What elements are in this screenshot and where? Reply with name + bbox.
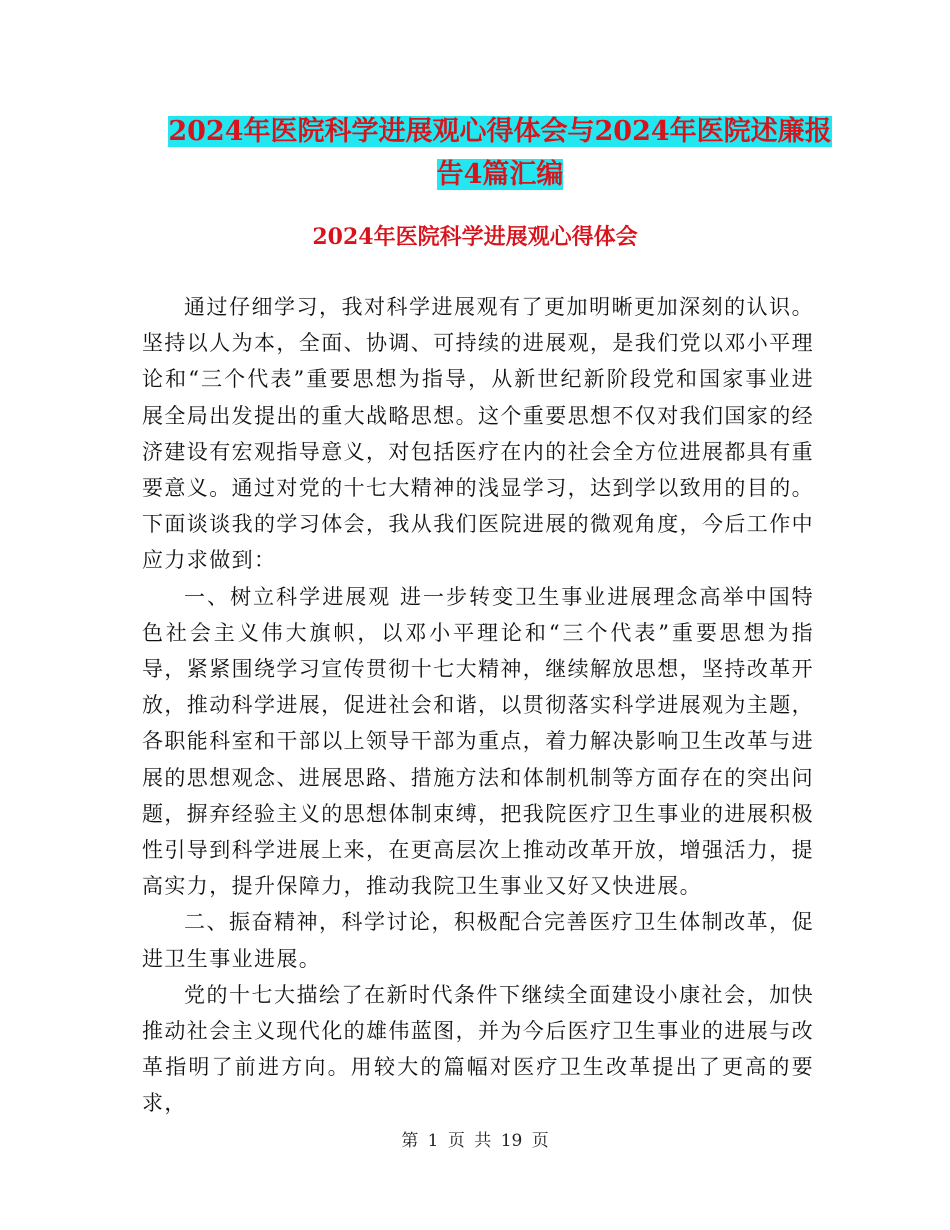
page-number-footer: 第 1 页 共 19 页 — [401, 1131, 549, 1151]
section-title: 2024年医院科学进展观心得体会 — [312, 224, 638, 250]
body-text — [142, 289, 814, 1122]
paragraph: 一、树立科学进展观 进一步转变卫生事业进展理念高举中国特色社会主义伟大旗帜，以邓小平理论和“三个代表”重要思想为指导，紧紧围绕学习宣传贯彻十七大精神，继续解放思想，坚持改革开放，推动科学进展，促进社会和谐，以贯彻落实科学进展观为主题，各职能科室和干部以上领导干部为重点，着力解决影响卫生改革与进展的思想观念、进展思路、措施方法和体制机制等方面存在的突出问题，摒弃经验主义的思想体制束缚，把我院医疗卫生事业的进展积极性引导到科学进展上来，在更高层次上推动改革开放，增强活力，提高实力，提升保障力，推动我院卫生事业又好又快进展。 — [142, 584, 814, 899]
paragraph: 通过仔细学习，我对科学进展观有了更加明晰更加深刻的认识。坚持以人为本，全面、协调、可持续的进展观，是我们党以邓小平理论和“三个代表”重要思想为指导，从新世纪新阶段党和国家事业进展全局出发提出的重大战略思想。这个重要思想不仅对我们国家的经济建设有宏观指导意义，对包括医疗在内的社会全方位进展都具有重要意义。通过对党的十七大精神的浅显学习，达到学以致用的目的。下面谈谈我的学习体会，我从我们医院进展的微观角度，今后工作中应力求做到： — [142, 295, 814, 573]
document-title — [140, 110, 860, 196]
paragraph: 党的十七大描绘了在新时代条件下继续全面建设小康社会，加快推动社会主义现代化的雄伟蓝图，并为今后医疗卫生事业的进展与改革指明了前进方向。用较大的篇幅对医疗卫生改革提出了更高的要求， — [142, 982, 814, 1116]
paragraph: 二、振奋精神，科学讨论，积极配合完善医疗卫生体制改革，促进卫生事业进展。 — [142, 910, 814, 971]
title-line-1: 2024年医院科学进展观心得体会与2024年医院述廉报 — [168, 116, 832, 147]
title-line-2: 告4篇汇编 — [436, 159, 564, 190]
